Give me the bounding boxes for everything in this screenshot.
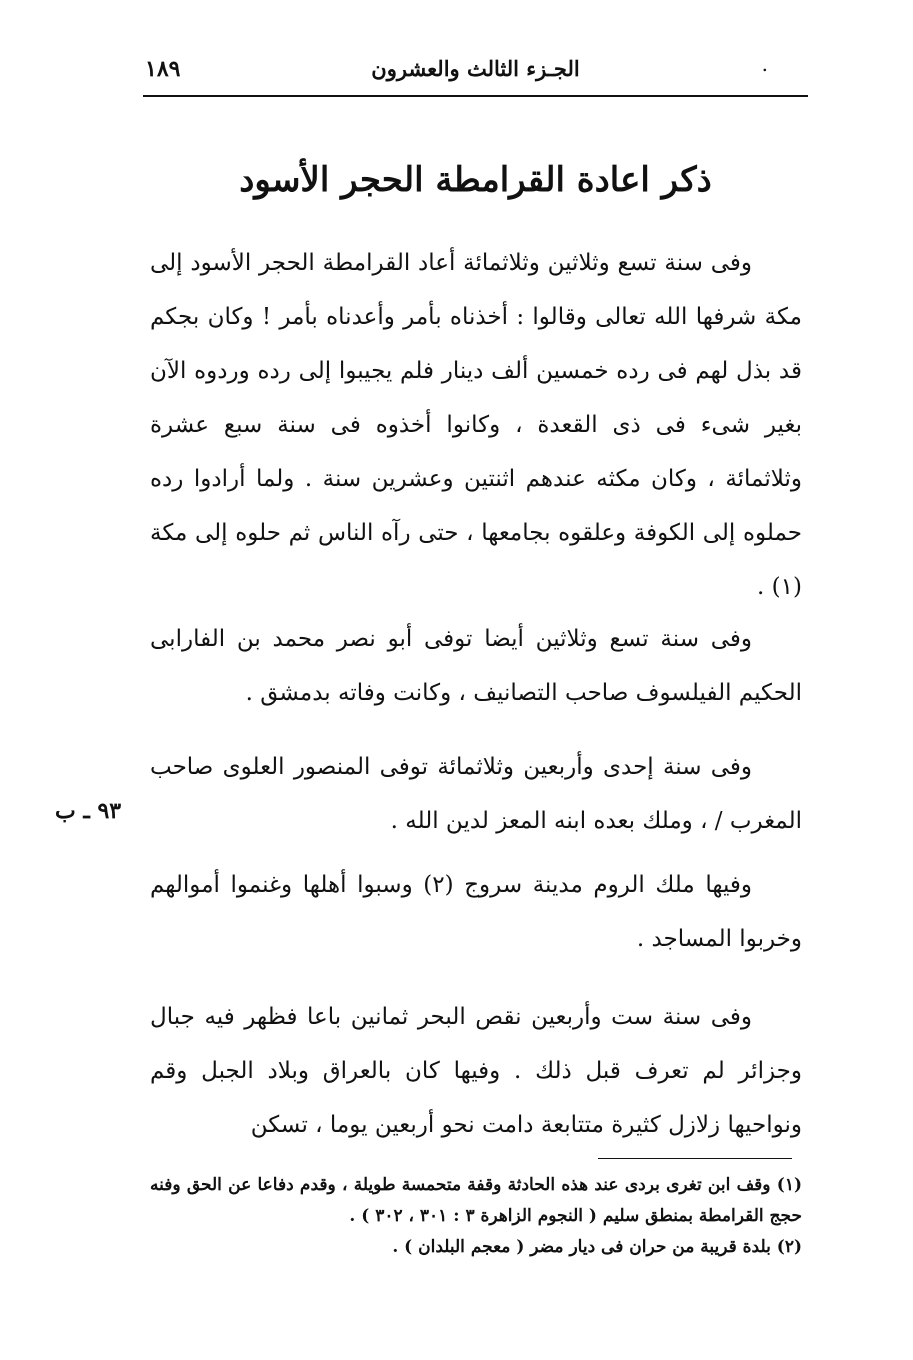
- paragraph: وفى سنة تسع وثلاثين وثلاثمائة أعاد القرامطة الحجر الأسود إلى مكة شرفها الله تعالى وقالوا : أخذناه بأمر وأعدناه بأمر ! وكان بجكم قد بذل لهم فى رده خمسين ألف دينار فلم يجيبوا إلى رده وردوه الآن بغير شىء فى ذى القعدة ، وكانوا أخذوه فى سنة سبع عشرة وثلاثمائة ، وكان مكثه عندهم اثنتين وعشرين سنة . ولما أرادوا رده حملوه إلى الكوفة وعلقوه بجامعها ، حتى رآه الناس ثم حلوه إلى مكة (١) .: [150, 250, 802, 600]
- header-rule: [143, 95, 808, 97]
- paragraph: وفى سنة تسع وثلاثين أيضا توفى أبو نصر محمد بن الفارابى الحكيم الفيلسوف صاحب التصانيف ، وكانت وفاته بدمشق .: [150, 626, 802, 706]
- paragraph-mansur: [150, 740, 802, 848]
- paragraph: وفيها ملك الروم مدينة سروج (٢) وسبوا أهلها وغنموا أموالهم وخربوا المساجد .: [150, 872, 802, 952]
- paragraph: وفى سنة إحدى وأربعين وثلاثمائة توفى المنصور العلوى صاحب المغرب / ، وملك بعده ابنه المعز لدين الله .: [150, 754, 802, 834]
- paragraph-saruj: [150, 858, 802, 966]
- footnote-2: (٢) بلدة قريبة من حران فى ديار مضر ( معجم البلدان ) .: [392, 1237, 802, 1257]
- paragraph-black-stone: [150, 236, 802, 614]
- paragraph: وفى سنة ست وأربعين نقص البحر ثمانين باعا فظهر فيه جبال وجزائر لم تعرف قبل ذلك . وفيها كان بالعراق وبلاد الجبل وقم ونواحيها زلازل كثيرة متتابعة دامت نحو أربعين يوما ، تسكن: [150, 1004, 802, 1138]
- part-title: الجـزء الثالث والعشرون: [371, 56, 580, 81]
- page-number: ١٨٩: [145, 56, 181, 82]
- paragraph-sea-earthquakes: [150, 990, 802, 1152]
- footnote-1: (١) وقف ابن تغرى بردى عند هذه الحادثة وقفة متحمسة طويلة ، وقدم دفاعا عن الحق وفنه حجج القرامطة بمنطق سليم ( النجوم الزاهرة ٣ : ٣٠١ ، ٣٠٢ ) .: [150, 1175, 802, 1226]
- running-header: [143, 52, 808, 92]
- section-heading: ذكر اعادة القرامطة الحجر الأسود: [239, 160, 712, 200]
- footnotes: [150, 1170, 802, 1263]
- footnote-rule: [598, 1158, 792, 1159]
- paragraph-farabi: [150, 612, 802, 720]
- manuscript-folio-note: ٩٣ ـ ب: [55, 798, 122, 824]
- header-dot: .: [761, 52, 768, 76]
